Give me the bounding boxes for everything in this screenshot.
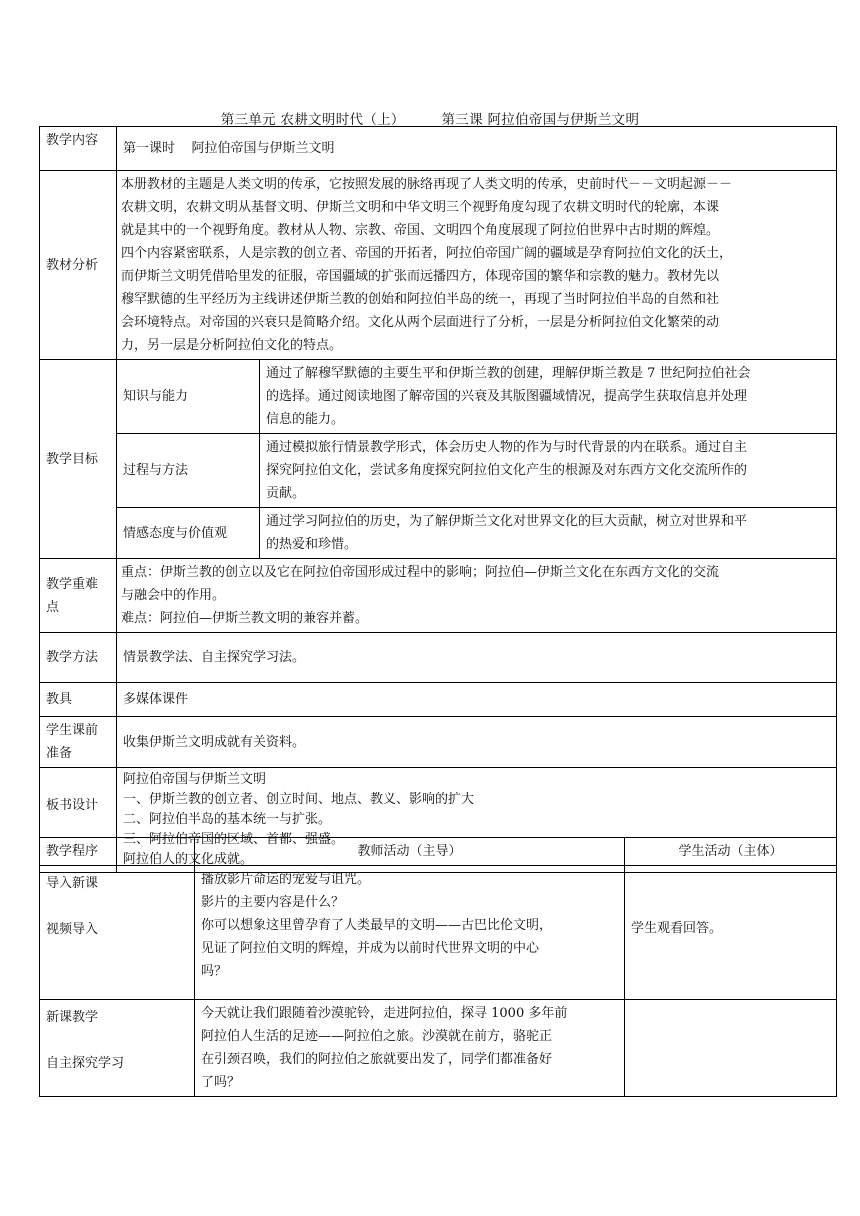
row-method	[40, 633, 837, 683]
label-line: 准备	[46, 746, 73, 761]
goal-text	[260, 360, 837, 434]
goal-line: 探究阿拉伯文化，尝试多角度探究阿拉伯文化产生的根源及对东西方文化交流所作的	[266, 463, 748, 478]
teacher-cell	[195, 1000, 625, 1097]
row-analysis	[40, 171, 837, 360]
value-prep: 收集伊斯兰文明成就有关资料。	[117, 717, 837, 768]
keypoint-line: 与融会中的作用。	[121, 588, 226, 603]
analysis-line: 穆罕默德的生平经历为主线讲述伊斯兰教的创始和阿拉伯半岛的统一，再现了当时阿拉伯半岛的自然和社	[121, 292, 720, 307]
goal-line: 的选择。通过阅读地图了解帝国的兴衰及其版图疆域情况，提高学生获取信息并处理	[266, 389, 748, 404]
board-line: 一、伊斯兰教的创立者、创立时间、地点、教义、影响的扩大	[123, 792, 475, 807]
label-board: 板书设计	[40, 768, 117, 873]
label-goals: 教学目标	[40, 360, 117, 559]
student-cell	[625, 1000, 837, 1097]
row-prep	[40, 717, 837, 768]
teacher-line: 播放影片命运的宠爱与诅咒。	[201, 872, 371, 887]
goal-text	[260, 508, 837, 559]
board-line: 阿拉伯帝国与伊斯兰文明	[123, 772, 267, 787]
row-content	[40, 127, 837, 171]
step-cell	[40, 866, 195, 1000]
row-goal-knowledge	[40, 360, 837, 434]
unit-title: 第三单元 农耕文明时代（上）	[220, 112, 405, 128]
goal-line: 通过学习阿拉伯的历史，为了解伊斯兰文化对世界文化的巨大贡献，树立对世界和平	[266, 514, 748, 529]
goal-name: 情感态度与价值观	[117, 508, 260, 559]
goal-name: 过程与方法	[117, 434, 260, 508]
lesson-plan-table	[39, 126, 837, 873]
goal-line: 的热爱和珍惜。	[266, 537, 358, 552]
row-keypoints	[40, 559, 837, 633]
label-line: 点	[46, 599, 60, 615]
step-line: 自主探究学习	[46, 1056, 125, 1071]
teacher-line: 见证了阿拉伯文明的辉煌，并成为以前时代世界文明的中心	[201, 941, 540, 956]
label-analysis: 教材分析	[40, 171, 117, 360]
board-line: 阿拉伯人的文化成就。	[123, 852, 254, 867]
label-keypoints	[40, 559, 117, 633]
procedure-row-new	[40, 1000, 837, 1097]
goal-text	[260, 434, 837, 508]
analysis-line: 力，另一层是分析阿拉伯文化的特点。	[121, 338, 343, 353]
goal-line: 贡献。	[266, 486, 306, 501]
label-line: 学生课前	[46, 723, 99, 738]
row-goal-emotion	[40, 508, 837, 559]
header-teacher: 教师活动（主导）	[195, 838, 625, 866]
value-keypoints	[117, 559, 837, 633]
teacher-line: 今天就让我们跟随着沙漠驼铃，走进阿拉伯，探寻 1000 多年前	[201, 1006, 568, 1021]
board-line: 三、阿拉伯帝国的区域、首都、强盛。	[123, 832, 345, 847]
teacher-line: 你可以想象这里曾孕育了人类最早的文明——古巴比伦文明，	[201, 918, 553, 933]
analysis-line: 就是其中的一个视野角度。教材从人物、宗教、帝国、文明四个角度展现了阿拉伯世界中古时期的辉煌。	[121, 223, 720, 238]
step-line: 导入新课	[46, 876, 99, 891]
label-method: 教学方法	[40, 633, 117, 683]
procedure-header-row	[40, 838, 837, 866]
lesson-title: 第三课 阿拉伯帝国与伊斯兰文明	[441, 112, 640, 128]
label-content: 教学内容	[40, 127, 117, 171]
teacher-cell	[195, 866, 625, 1000]
label-prep	[40, 717, 117, 768]
analysis-line: 农耕文明，农耕文明从基督文明、伊斯兰文明和中华文明三个视野角度勾现了农耕文明时代的轮廓，本课	[121, 200, 720, 215]
teacher-line: 吗？	[201, 964, 228, 979]
teacher-line: 了吗？	[201, 1075, 241, 1090]
label-tools: 教具	[40, 683, 117, 717]
board-line: 二、阿拉伯半岛的基本统一与扩张。	[123, 812, 332, 827]
teacher-line: 在引颈召唤，我们的阿拉伯之旅就要出发了，同学们都准备好	[201, 1052, 553, 1067]
step-cell	[40, 1000, 195, 1097]
procedure-table	[39, 837, 837, 1097]
value-analysis	[117, 171, 837, 360]
teacher-line: 阿拉伯人生活的足迹——阿拉伯之旅。沙漠就在前方，骆驼正	[201, 1029, 553, 1044]
goal-line: 通过模拟旅行情景教学形式，体会历史人物的作为与时代背景的内在联系。通过自主	[266, 440, 748, 455]
page-title	[0, 108, 860, 128]
value-content: 第一课时 阿拉伯帝国与伊斯兰文明	[117, 127, 837, 171]
goal-name: 知识与能力	[117, 360, 260, 434]
goal-line: 通过了解穆罕默德的主要生平和伊斯兰教的创建，理解伊斯兰教是 7 世纪阿拉伯社会	[266, 366, 751, 381]
step-line: 视频导入	[46, 922, 99, 937]
analysis-line: 而伊斯兰文明凭借哈里发的征服，帝国疆域的扩张而远播四方，体现帝国的繁华和宗教的魅力。教材先以	[121, 269, 720, 284]
analysis-line: 四个内容紧密联系，人是宗教的创立者、帝国的开拓者，阿拉伯帝国广阔的疆域是孕育阿拉伯文化的沃土，	[121, 246, 733, 261]
step-line: 新课教学	[46, 1010, 99, 1025]
procedure-row-intro	[40, 866, 837, 1000]
row-goal-process	[40, 434, 837, 508]
student-cell: 学生观看回答。	[625, 866, 837, 1000]
goal-line: 信息的能力。	[266, 412, 345, 427]
teacher-line: 影片的主要内容是什么？	[201, 895, 345, 910]
header-student: 学生活动（主体）	[625, 838, 837, 866]
value-method: 情景教学法、自主探究学习法。	[117, 633, 837, 683]
analysis-line: 本册教材的主题是人类文明的传承，它按照发展的脉络再现了人类文明的传承，史前时代－－文明起源－－	[121, 177, 733, 192]
label-line: 教学重难	[46, 576, 99, 592]
value-tools: 多媒体课件	[117, 683, 837, 717]
analysis-line: 会环境特点。对帝国的兴衰只是简略介绍。文化从两个层面进行了分析，一层是分析阿拉伯文化繁荣的动	[121, 315, 720, 330]
header-step: 教学程序	[40, 838, 195, 866]
keypoint-line: 难点：阿拉伯—伊斯兰教文明的兼容并蓄。	[121, 611, 369, 626]
row-tools	[40, 683, 837, 717]
keypoint-line: 重点：伊斯兰教的创立以及它在阿拉伯帝国形成过程中的影响；阿拉伯—伊斯兰文化在东西方文化的交流	[121, 565, 720, 580]
